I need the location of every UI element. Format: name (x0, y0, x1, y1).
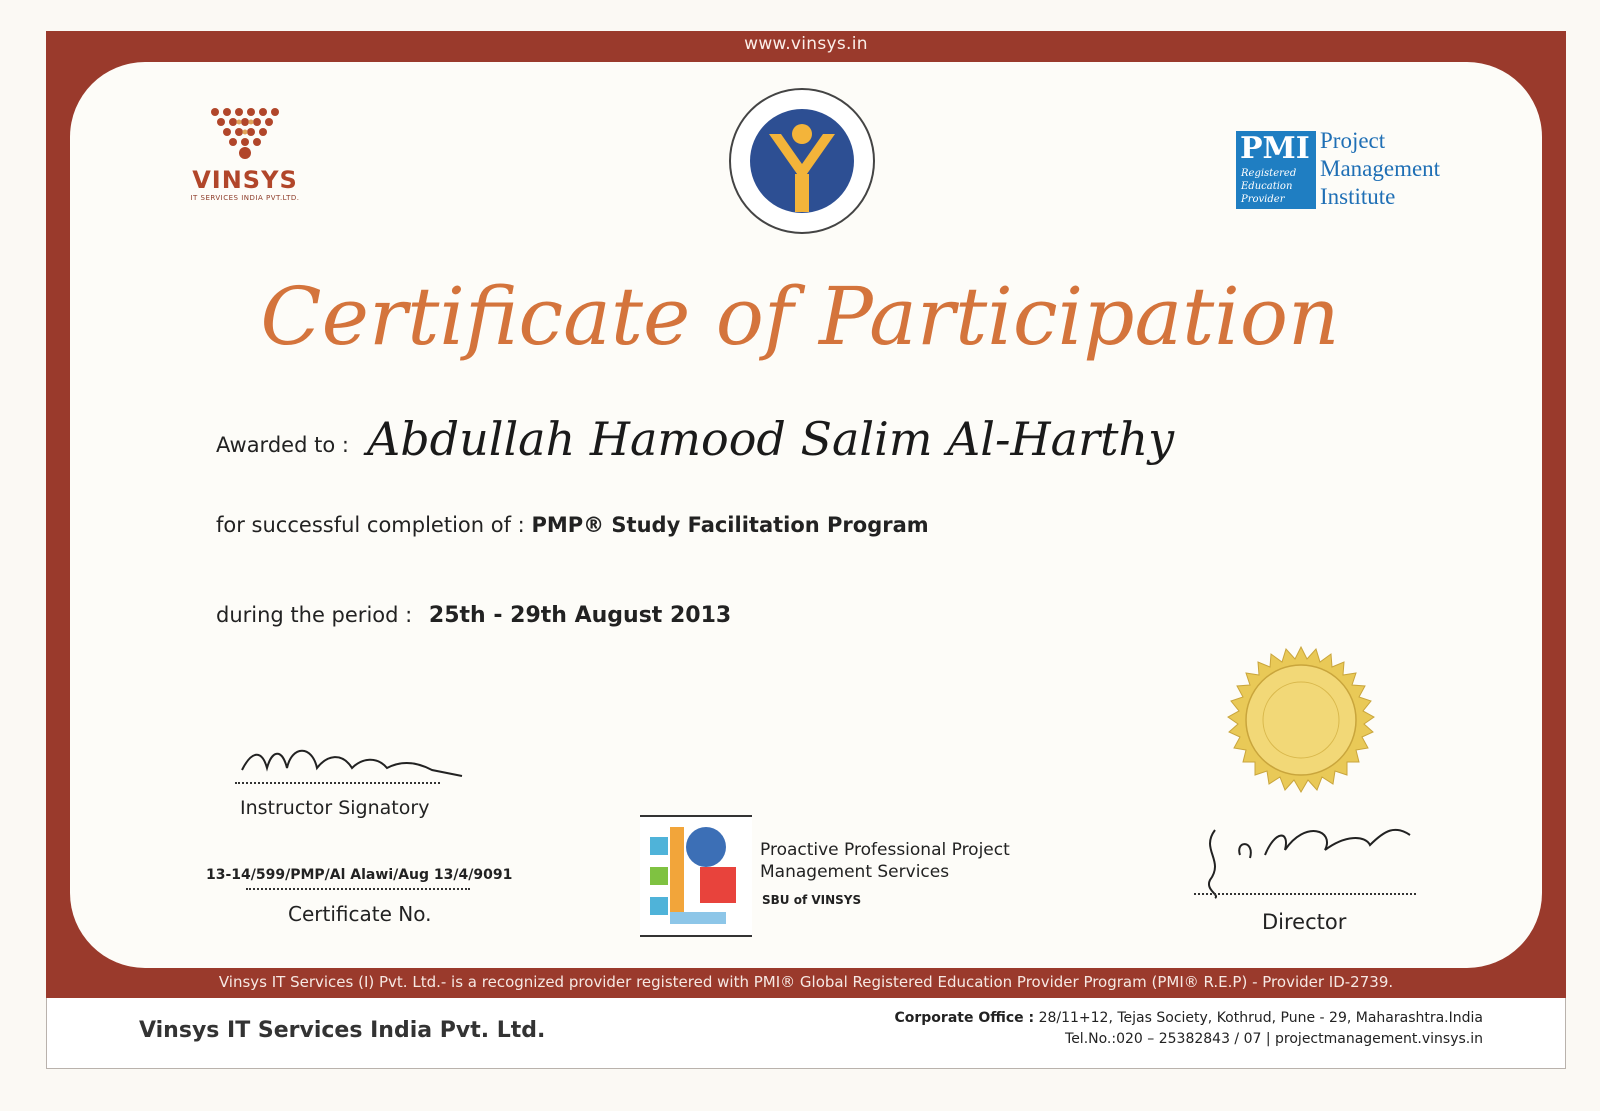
company-name: Vinsys IT Services India Pvt. Ltd. (139, 1018, 546, 1043)
website-url: www.vinsys.in (744, 34, 868, 54)
p3m-logo (640, 815, 752, 937)
pmi-name-line: Management (1320, 156, 1441, 181)
corp-label: Corporate Office : (894, 1010, 1035, 1026)
corp-address: 28/11+12, Tejas Society, Kothrud, Pune - 29, Maharashtra.India (1038, 1010, 1483, 1026)
pmi-small-line: Provider (1241, 194, 1285, 205)
awardee-name: Abdullah Hamood Salim Al-Harthy (367, 412, 1175, 466)
pmi-rep-badge (1236, 131, 1316, 209)
period-dates: 25th - 29th August 2013 (428, 603, 732, 628)
director-label: Director (1262, 910, 1347, 934)
corp-contact: Tel.No.:020 – 25382843 / 07 | projectmanagement.vinsys.in (1065, 1031, 1483, 1047)
pmi-name-line: Project (1320, 128, 1386, 153)
p3m-title-line: Proactive Professional Project (760, 840, 1010, 860)
pmi-name-line: Institute (1320, 184, 1396, 209)
p3m-title-line: Management Services (760, 862, 950, 882)
period-label: during the period : (216, 603, 413, 627)
completion-label: for successful completion of : (216, 513, 525, 537)
pmi-name (1320, 127, 1440, 211)
instructor-sign-line (235, 782, 440, 784)
vinsys-dots-icon (205, 100, 285, 160)
director-signature-icon (1195, 810, 1425, 900)
p3m-title (760, 839, 1010, 883)
pmi-logo (1236, 127, 1441, 211)
al-alawi-logo-icon (727, 86, 877, 236)
pmi-mark: PMI (1240, 131, 1310, 166)
p3m-blocks-icon (640, 817, 752, 931)
program-name: PMP® Study Facilitation Program (531, 513, 929, 537)
instructor-label: Instructor Signatory (240, 797, 430, 819)
completion-line (216, 513, 929, 537)
corporate-office (894, 1008, 1483, 1050)
director-sign-line (1194, 893, 1416, 895)
certificate-number-label: Certificate No. (288, 902, 432, 926)
pmi-small-line: Registered (1241, 168, 1297, 179)
certificate-title: Certificate of Participation (260, 270, 1340, 363)
period-line (216, 603, 731, 628)
awarded-label: Awarded to : (216, 433, 349, 457)
p3m-sbu: SBU of VINSYS (762, 893, 862, 907)
certificate-number-line (246, 888, 470, 890)
pmi-small-line: Education (1241, 181, 1293, 192)
footer (46, 998, 1566, 1069)
vinsys-subtitle: IT SERVICES INDIA PVT.LTD. (190, 194, 300, 202)
vinsys-logo (180, 100, 310, 202)
provider-note: Vinsys IT Services (I) Pvt. Ltd.- is a recognized provider registered with PMI® Global Registered Education Provider Program (PMI® R.E.P) - Provider ID-2739. (218, 973, 1394, 991)
gold-seal-icon (1226, 645, 1376, 795)
certificate-number: 13-14/599/PMP/Al Alawi/Aug 13/4/9091 (206, 867, 513, 883)
vinsys-wordmark: VINSYS (192, 166, 298, 194)
